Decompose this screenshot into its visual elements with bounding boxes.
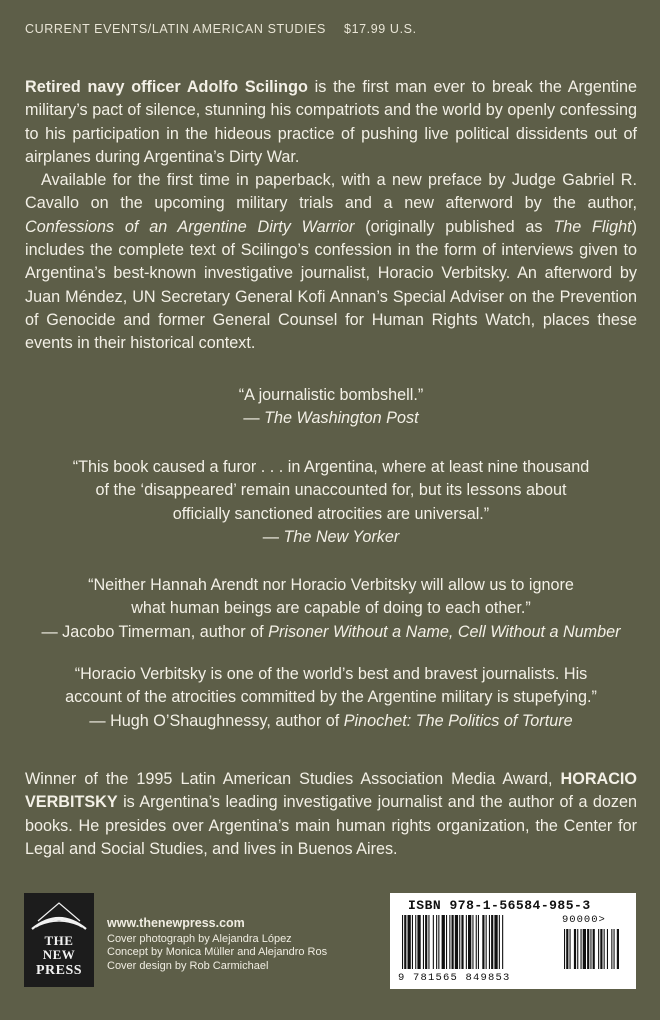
publisher-url[interactable]: www.thenewpress.com (107, 916, 245, 930)
author-bio (25, 768, 637, 861)
review-quote-4 (25, 663, 637, 733)
description-paragraph-2 (25, 169, 637, 355)
attr-person: Hugh O’Shaughnessy, author of (110, 711, 344, 730)
bio-text-a: Winner of the 1995 Latin American Studies Association Media Award, (25, 770, 561, 788)
ean-digits: 9 781565 849853 (398, 972, 511, 984)
logo-text-new: NEW (42, 947, 76, 962)
attr-person: Jacobo Timerman, author of (62, 622, 269, 641)
logo-text-the: THE (44, 933, 74, 948)
description-paragraph-1 (25, 76, 637, 169)
quote-line: “Horacio Verbitsky is one of the world’s best and bravest journalists. His (74, 665, 588, 683)
price-label: $17.99 U.S. (344, 22, 417, 36)
quote-line: what human beings are capable of doing to each other.” (131, 599, 531, 618)
logo-text-press: PRESS (35, 963, 83, 978)
description-p2-text-a: Available for the first time in paperback, with a new preface by Judge Gabriel R. Cavallo on the upcoming military trials and a new afterword by the author, (25, 171, 637, 213)
isbn-label: ISBN 978-1-56584-985-3 (408, 898, 591, 913)
review-quote-1 (25, 384, 637, 431)
quote-attribution (25, 710, 637, 733)
attr-source: The New Yorker (283, 527, 400, 546)
addon-digits: 90000> (562, 914, 606, 926)
attr-source: Prisoner Without a Name, Cell Without a Number (268, 622, 621, 641)
bio-text-b: is Argentina’s leading investigative journalist and the author of a dozen books. He presides over Argentina’s main human rights organization, the Center for Legal and Social Studies, and lives in Buenos Aires. (25, 793, 637, 858)
publisher-credits (107, 917, 327, 973)
credit-concept: Concept by Monica Müller and Alejandro Ros (107, 946, 328, 958)
quote-line: “A journalistic bombshell.” (238, 386, 424, 404)
credit-design: Cover design by Rob Carmichael (107, 959, 269, 972)
original-title-italic: The Flight (553, 217, 632, 236)
quote-line: account of the atrocities committed by the Argentine military is stupefying.” (65, 688, 597, 707)
quote-attribution (25, 526, 637, 549)
description-p2-text-c: ) includes the complete text of Scilingo’s confession in the form of interviews given to Argentina’s best-known investigative journalist, Horacio Verbitsky. An afterword by Juan Méndez, UN Secretary General Kofi Annan’s Special Adviser on the Prevention of Genocide and former General Counsel for Human Rights Watch, places these events in their historical context. (25, 217, 637, 353)
quote-line: of the ‘disappeared’ remain unaccounted for, but its lessons about (95, 481, 567, 500)
attr-source: Pinochet: The Politics of Torture (343, 711, 573, 730)
description-lead: Retired navy officer Adolfo Scilingo (25, 78, 308, 96)
cover-header (25, 22, 417, 36)
category-label: CURRENT EVENTS/LATIN AMERICAN STUDIES (25, 22, 326, 36)
description-p1-text: is the first man ever to break the Argentine military’s pact of silence, stunning his compatriots and the world by openly confessing to his participation in the hideous practice of pushing live political dissidents out of airplanes during Argentina’s Dirty War. (25, 78, 638, 166)
review-quote-3 (25, 574, 637, 644)
quote-line: “This book caused a furor . . . in Argentina, where at least nine thousand (72, 458, 590, 476)
quote-attribution (25, 621, 637, 644)
isbn-barcode (390, 893, 636, 989)
quote-line: officially sanctioned atrocities are universal.” (172, 504, 490, 523)
attr-source: The Washington Post (264, 409, 419, 428)
attr-dash: — (262, 527, 279, 546)
review-quote-2 (25, 456, 637, 549)
author-name: HORACIO VERBITSKY (25, 770, 637, 812)
quote-attribution (25, 407, 637, 430)
quote-line: “Neither Hannah Arendt nor Horacio Verbitsky will allow us to ignore (88, 576, 574, 594)
attr-dash: — (41, 622, 58, 641)
book-description (25, 76, 637, 356)
description-p2-text-b: (originally published as (354, 217, 554, 236)
publisher-logo (24, 893, 94, 987)
attr-dash: — (243, 409, 260, 428)
credit-photograph: Cover photograph by Alejandra López (107, 932, 292, 945)
book-title-italic: Confessions of an Argentine Dirty Warrior (25, 217, 355, 236)
attr-dash: — (89, 711, 106, 730)
